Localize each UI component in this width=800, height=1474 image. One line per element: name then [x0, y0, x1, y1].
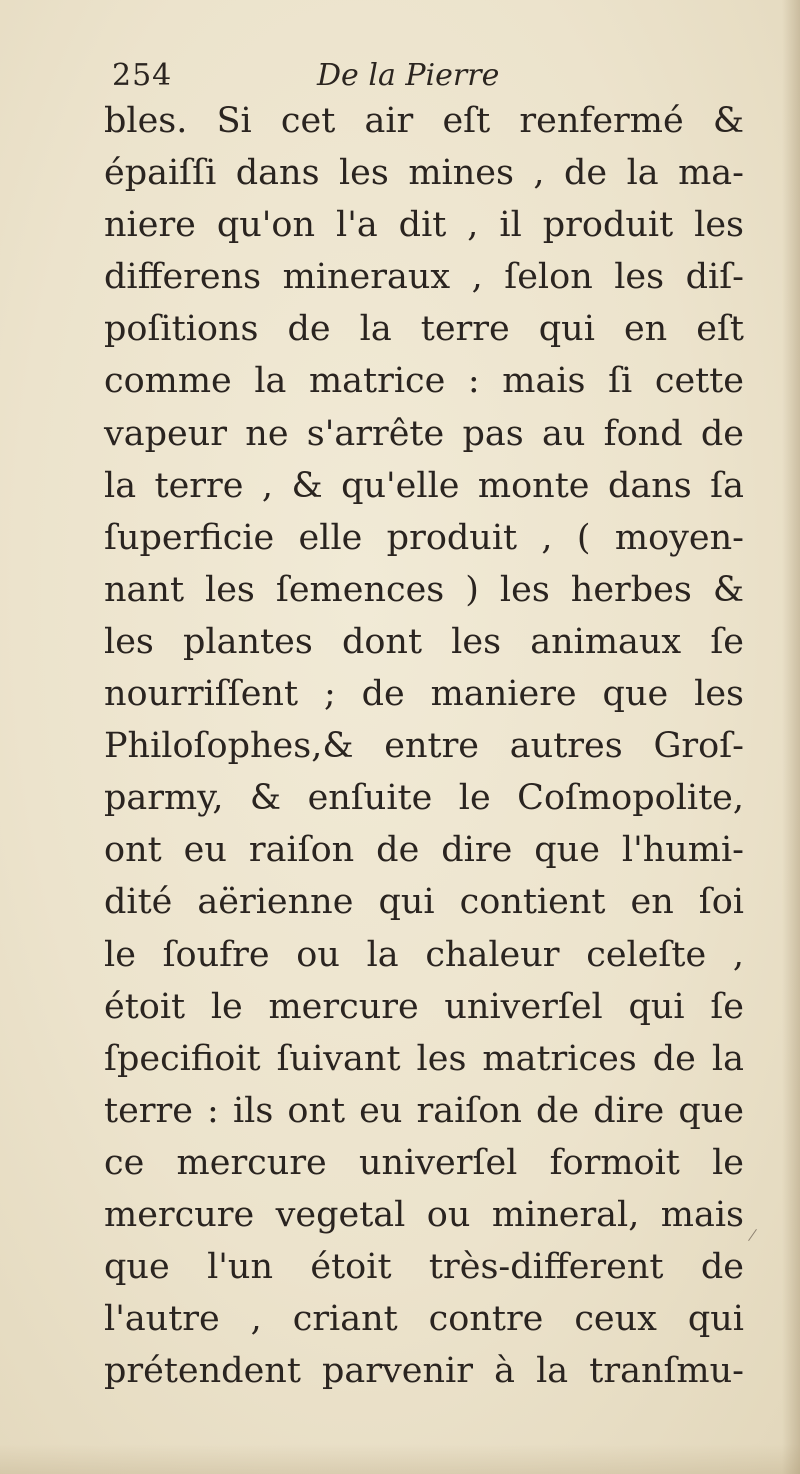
page-bottom-shading	[0, 1444, 800, 1474]
text-line: differens mineraux , ſelon les diſ-	[104, 257, 744, 298]
page-edge-shadow	[782, 0, 800, 1474]
text-line: ont eu raiſon de dire que l'humi-	[104, 830, 744, 871]
text-line: comme la matrice : mais ſi cette	[104, 361, 744, 402]
running-title: De la Pierre	[317, 58, 500, 93]
text-line: ce mercure univerſel formoit le	[104, 1142, 744, 1183]
text-line: les plantes dont les animaux ſe	[104, 621, 744, 662]
text-line: niere qu'on l'a dit , il produit les	[104, 205, 744, 246]
text-line: ſpecifioit ſuivant les matrices de la	[104, 1038, 744, 1079]
text-line: la terre , & qu'elle monte dans ſa	[104, 465, 744, 506]
text-line: le ſoufre ou la chaleur celeſte ,	[104, 934, 744, 975]
text-line: ſuperficie elle produit , ( moyen-	[104, 517, 744, 558]
text-line: l'autre , criant contre ceux qui	[104, 1299, 744, 1340]
stray-ink-mark	[748, 1229, 757, 1241]
text-line: bles. Si cet air eſt renfermé &	[104, 101, 744, 141]
text-line: dité aërienne qui contient en ſoi	[104, 882, 744, 923]
text-line: nant les ſemences ) les herbes &	[104, 569, 744, 610]
text-line: prétendent parvenir à la tranſmu-	[104, 1351, 744, 1392]
text-line: que l'un étoit très-different de	[104, 1247, 744, 1288]
text-line: vapeur ne s'arrête pas au fond de	[104, 413, 744, 454]
text-line: terre : ils ont eu raiſon de dire que	[104, 1090, 744, 1131]
text-line: étoit le mercure univerſel qui ſe	[104, 986, 744, 1027]
body-text	[104, 95, 744, 1397]
text-line: épaiſſi dans les mines , de la ma-	[104, 153, 744, 194]
text-line: mercure vegetal ou mineral, mais	[104, 1194, 744, 1235]
text-line: parmy, & enſuite le Coſmopolite,	[104, 778, 744, 819]
page-number: 254	[112, 58, 173, 93]
text-line: poſitions de la terre qui en eſt	[104, 309, 744, 350]
text-line: Philoſophes,& entre autres Groſ-	[104, 726, 744, 767]
text-line: nourriſſent ; de maniere que les	[104, 674, 744, 715]
